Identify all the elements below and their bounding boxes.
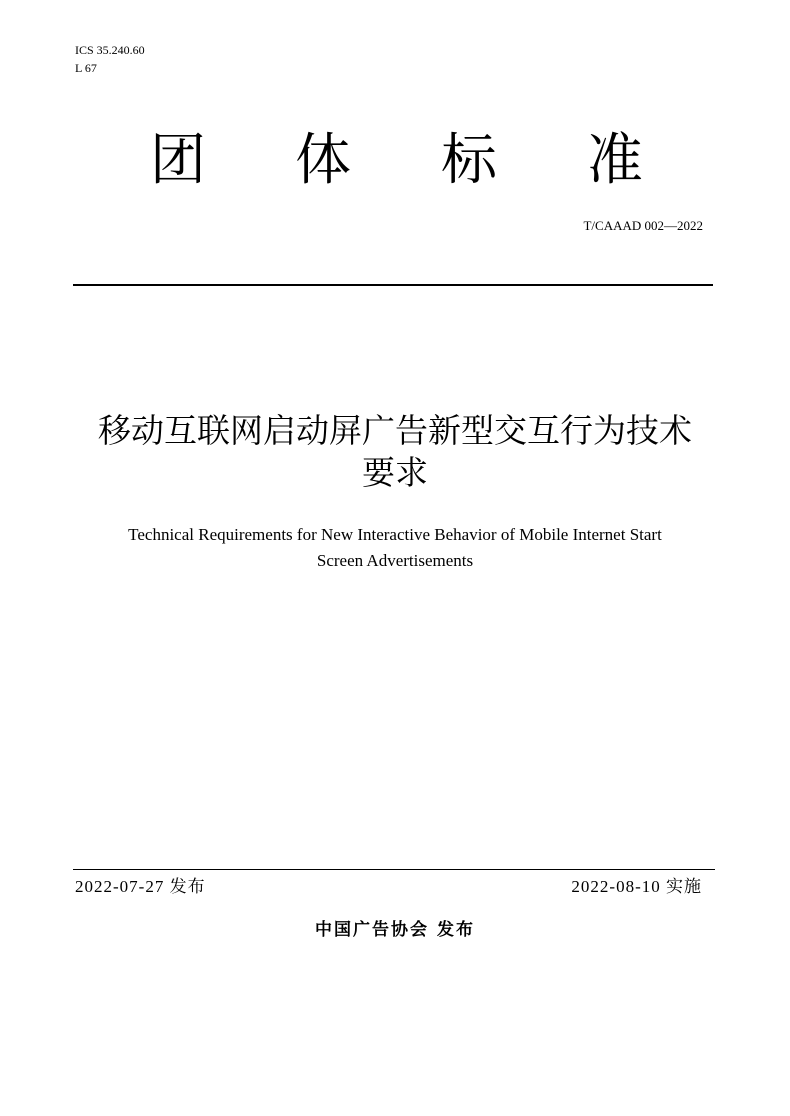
standard-type-heading (0, 126, 790, 196)
title-english-line-2: Screen Advertisements (316, 551, 474, 570)
standard-type-char-3: 标 (441, 128, 497, 193)
bottom-divider (73, 869, 715, 870)
title-english-line-1: Technical Requirements for New Interactive Behavior of Mobile Internet Start (128, 525, 662, 544)
standard-code: T/CAAAD 002—2022 (583, 218, 703, 233)
ics-code: ICS 35.240.60 (75, 43, 145, 57)
standard-type-char-1: 团 (150, 128, 206, 193)
classification-codes (75, 41, 145, 77)
title-english (0, 522, 790, 574)
standard-type-char-4: 准 (587, 128, 643, 193)
issue-date: 2022-07-27 发布 (75, 877, 206, 896)
implementation-date: 2022-08-10 实施 (571, 877, 702, 896)
standard-type-char-2: 体 (295, 128, 351, 193)
title-chinese-line-2: 要求 (362, 453, 428, 492)
ccs-code: L 67 (75, 61, 97, 75)
top-divider (73, 284, 713, 286)
publisher: 中国广告协会 发布 (315, 920, 475, 940)
title-chinese (0, 410, 790, 494)
title-chinese-line-1: 移动互联网启动屏广告新型交互行为技术 (98, 411, 692, 450)
